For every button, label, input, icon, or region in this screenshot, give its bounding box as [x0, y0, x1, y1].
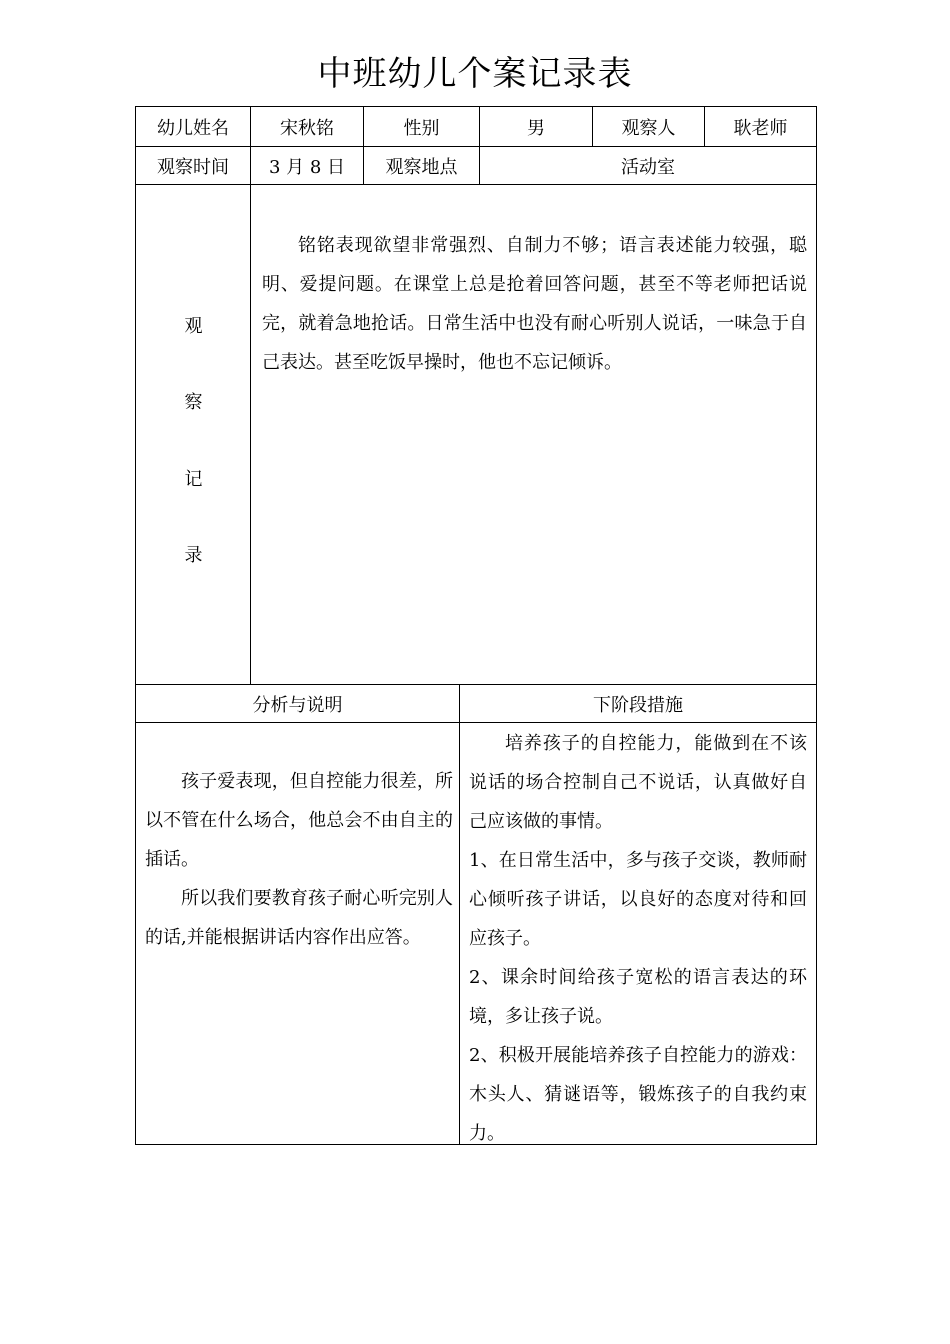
record-label-char-3: 记 — [184, 469, 203, 490]
measures-item-1: 1、在日常生活中，多与孩子交谈，教师耐心倾听孩子讲话，以良好的态度对待和回应孩子。 — [469, 850, 807, 949]
child-name-label: 幼儿姓名 — [157, 117, 229, 139]
observation-record-text — [262, 226, 807, 382]
analysis-paragraph-2: 所以我们要教育孩子耐心听完别人的话,并能根据讲话内容作出应答。 — [145, 888, 453, 948]
measures-item-2: 2、课余时间给孩子宽松的语言表达的环境，多让孩子说。 — [469, 967, 807, 1027]
measures-item-3: 2、积极开展能培养孩子自控能力的游戏：木头人、猜谜语等，锻炼孩子的自我约束力。 — [469, 1045, 807, 1144]
analysis-header: 分析与说明 — [252, 694, 343, 716]
analysis-paragraph-1: 孩子爱表现，但自控能力很差，所以不管在什么场合，他总会不由自主的插话。 — [145, 771, 453, 870]
measures-header: 下阶段措施 — [593, 694, 683, 716]
observer-value: 耿老师 — [733, 117, 788, 139]
observe-time-value: 3 月 8 日 — [268, 156, 346, 178]
record-label-char-1: 观 — [184, 316, 203, 337]
observe-place-value: 活动室 — [621, 156, 675, 178]
observe-time-label: 观察时间 — [157, 156, 229, 178]
measures-body — [469, 724, 807, 1153]
record-label-char-4: 录 — [184, 545, 203, 566]
measures-intro: 培养孩子的自控能力，能做到在不该说话的场合控制自己不说话，认真做好自己应该做的事情。 — [469, 733, 807, 832]
observer-label: 观察人 — [621, 117, 676, 139]
observe-place-label: 观察地点 — [385, 156, 458, 178]
gender-label: 性别 — [403, 117, 440, 139]
analysis-body — [145, 762, 453, 957]
page-title: 中班幼儿个案记录表 — [317, 54, 633, 94]
record-label-char-2: 察 — [184, 392, 203, 413]
gender-value: 男 — [527, 117, 545, 139]
observation-record-paragraph: 铭铭表现欲望非常强烈、自制力不够；语言表述能力较强，聪明、爱提问题。在课堂上总是抢着回答问题，甚至不等老师把话说完，就着急地抢话。日常生活中也没有耐心听别人说话，一味急于自己表达。甚至吃饭早操时，他也不忘记倾诉。 — [262, 235, 807, 373]
child-name-value: 宋秋铭 — [280, 117, 334, 139]
